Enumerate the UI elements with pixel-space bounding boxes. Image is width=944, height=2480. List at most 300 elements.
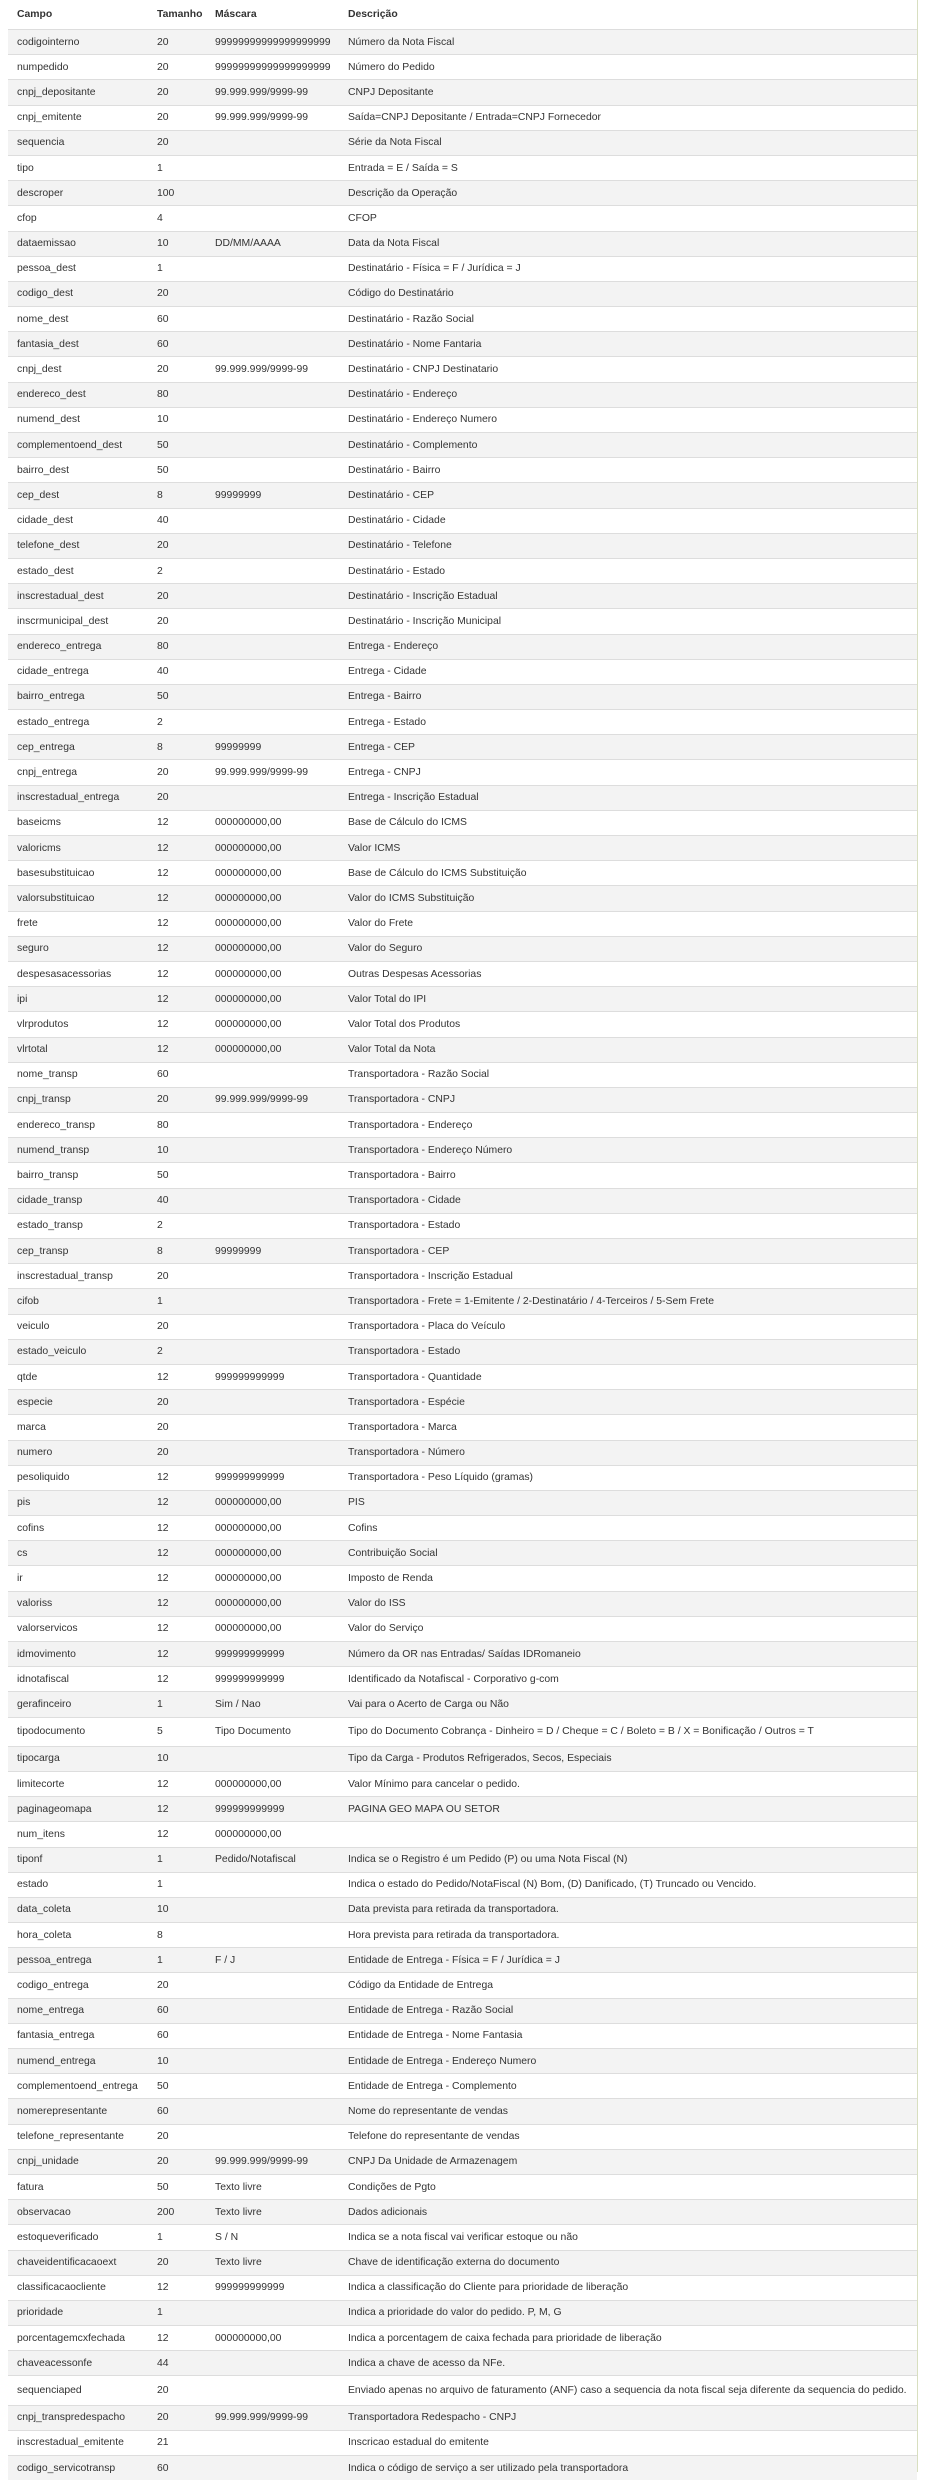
cell-mascara: 000000000,00 <box>206 836 339 861</box>
cell-mascara <box>206 533 339 558</box>
cell-campo: nome_dest <box>8 307 148 332</box>
cell-descricao: Vai para o Acerto de Carga ou Não <box>339 1692 917 1717</box>
cell-campo: cidade_dest <box>8 508 148 533</box>
cell-mascara <box>206 609 339 634</box>
cell-campo: cs <box>8 1541 148 1566</box>
cell-descricao: Entidade de Entrega - Nome Fantasia <box>339 2023 917 2048</box>
cell-campo: idmovimento <box>8 1642 148 1667</box>
table-row <box>8 508 917 533</box>
cell-campo: cofins <box>8 1516 148 1541</box>
cell-mascara: 999999999999 <box>206 1667 339 1692</box>
cell-mascara: 999999999999 <box>206 1465 339 1490</box>
table-row <box>8 231 917 256</box>
cell-tamanho: 12 <box>148 2326 206 2351</box>
table-row <box>8 155 917 180</box>
cell-tamanho: 1 <box>148 256 206 281</box>
cell-descricao: Contribuição Social <box>339 1541 917 1566</box>
cell-campo: vlrprodutos <box>8 1012 148 1037</box>
cell-tamanho: 1 <box>148 2300 206 2325</box>
cell-tamanho: 12 <box>148 1490 206 1515</box>
cell-campo: inscrmunicipal_dest <box>8 609 148 634</box>
cell-campo: porcentagemcxfechada <box>8 2326 148 2351</box>
table-body <box>8 30 917 2480</box>
table-row <box>8 332 917 357</box>
cell-descricao: Data prevista para retirada da transportadora. <box>339 1897 917 1922</box>
cell-tamanho: 50 <box>148 684 206 709</box>
cell-descricao: Data da Nota Fiscal <box>339 231 917 256</box>
cell-mascara: Pedido/Notafiscal <box>206 1847 339 1872</box>
table-row <box>8 760 917 785</box>
cell-mascara: 000000000,00 <box>206 1566 339 1591</box>
cell-tamanho: 20 <box>148 609 206 634</box>
cell-mascara <box>206 1314 339 1339</box>
cell-descricao: Destinatário - CNPJ Destinatario <box>339 357 917 382</box>
cell-descricao: Entrega - Estado <box>339 710 917 735</box>
cell-mascara: 99.999.999/9999-99 <box>206 1087 339 1112</box>
cell-tamanho: 20 <box>148 1314 206 1339</box>
cell-mascara: 99999999 <box>206 1239 339 1264</box>
cell-campo: idnotafiscal <box>8 1667 148 1692</box>
cell-mascara: Texto livre <box>206 2200 339 2225</box>
cell-descricao: Número da OR nas Entradas/ Saídas IDRomaneio <box>339 1642 917 1667</box>
cell-descricao: Transportadora - Bairro <box>339 1163 917 1188</box>
cell-campo: pessoa_entrega <box>8 1948 148 1973</box>
cell-descricao: Valor Total do IPI <box>339 987 917 1012</box>
cell-tamanho: 20 <box>148 1390 206 1415</box>
table-row <box>8 2351 917 2376</box>
cell-tamanho: 2 <box>148 710 206 735</box>
cell-descricao: Nome do representante de vendas <box>339 2099 917 2124</box>
cell-campo: tipodocumento <box>8 1717 148 1746</box>
table-row <box>8 433 917 458</box>
cell-tamanho: 21 <box>148 2430 206 2455</box>
cell-descricao: Transportadora - CNPJ <box>339 1087 917 1112</box>
table-row <box>8 609 917 634</box>
cell-mascara: 000000000,00 <box>206 886 339 911</box>
table-row <box>8 382 917 407</box>
cell-campo: estado <box>8 1872 148 1897</box>
cell-descricao: Transportadora - Razão Social <box>339 1062 917 1087</box>
cell-campo: dataemissao <box>8 231 148 256</box>
cell-descricao: Cofins <box>339 1516 917 1541</box>
cell-campo: pis <box>8 1490 148 1515</box>
cell-mascara: 000000000,00 <box>206 936 339 961</box>
cell-mascara: 000000000,00 <box>206 1037 339 1062</box>
cell-campo: cifob <box>8 1289 148 1314</box>
cell-tamanho: 10 <box>148 1897 206 1922</box>
cell-tamanho: 60 <box>148 1998 206 2023</box>
cell-descricao: Destinatário - Razão Social <box>339 307 917 332</box>
cell-tamanho: 12 <box>148 861 206 886</box>
cell-mascara <box>206 332 339 357</box>
cell-campo: limitecorte <box>8 1771 148 1796</box>
cell-campo: telefone_representante <box>8 2124 148 2149</box>
table-row <box>8 105 917 130</box>
table-row <box>8 684 917 709</box>
cell-descricao: Tipo do Documento Cobrança - Dinheiro = D / Cheque = C / Boleto = B / X = Bonificação / Outros = T <box>339 1717 917 1746</box>
cell-tamanho: 12 <box>148 936 206 961</box>
cell-mascara: S / N <box>206 2225 339 2250</box>
cell-tamanho: 12 <box>148 987 206 1012</box>
cell-descricao <box>339 1822 917 1847</box>
cell-descricao: Valor do Serviço <box>339 1616 917 1641</box>
cell-campo: gerafinceiro <box>8 1692 148 1717</box>
cell-descricao: Base de Cálculo do ICMS Substituição <box>339 861 917 886</box>
cell-campo: cnpj_dest <box>8 357 148 382</box>
cell-mascara: F / J <box>206 1948 339 1973</box>
cell-mascara <box>206 684 339 709</box>
cell-campo: cfop <box>8 206 148 231</box>
cell-tamanho: 12 <box>148 1822 206 1847</box>
table-row <box>8 55 917 80</box>
cell-campo: valorsubstituicao <box>8 886 148 911</box>
cell-tamanho: 20 <box>148 1973 206 1998</box>
cell-mascara <box>206 785 339 810</box>
cell-campo: cnpj_emitente <box>8 105 148 130</box>
cell-mascara <box>206 1163 339 1188</box>
cell-descricao: Indica a chave de acesso da NFe. <box>339 2351 917 2376</box>
table-row <box>8 2250 917 2275</box>
cell-tamanho: 44 <box>148 2351 206 2376</box>
cell-tamanho: 12 <box>148 886 206 911</box>
cell-tamanho: 20 <box>148 785 206 810</box>
cell-tamanho: 60 <box>148 332 206 357</box>
cell-mascara <box>206 508 339 533</box>
cell-descricao: Valor do ISS <box>339 1591 917 1616</box>
cell-campo: tipocarga <box>8 1746 148 1771</box>
cell-mascara: Texto livre <box>206 2250 339 2275</box>
cell-descricao: Valor Mínimo para cancelar o pedido. <box>339 1771 917 1796</box>
cell-campo: cep_transp <box>8 1239 148 1264</box>
cell-descricao: Entrega - Cidade <box>339 659 917 684</box>
cell-descricao: Indica a classificação do Cliente para prioridade de liberação <box>339 2275 917 2300</box>
cell-tamanho: 12 <box>148 1797 206 1822</box>
cell-descricao: Inscricao estadual do emitente <box>339 2430 917 2455</box>
cell-tamanho: 20 <box>148 584 206 609</box>
cell-descricao: Indica o código de serviço a ser utilizado pela transportadora <box>339 2456 917 2480</box>
table-row <box>8 2300 917 2325</box>
cell-descricao: Descrição da Operação <box>339 181 917 206</box>
cell-descricao: Valor Total da Nota <box>339 1037 917 1062</box>
cell-campo: estado_transp <box>8 1213 148 1238</box>
cell-mascara <box>206 2124 339 2149</box>
cell-tamanho: 50 <box>148 2074 206 2099</box>
cell-tamanho: 12 <box>148 836 206 861</box>
table-row <box>8 1642 917 1667</box>
cell-descricao: Transportadora - Placa do Veículo <box>339 1314 917 1339</box>
cell-tamanho: 20 <box>148 281 206 306</box>
cell-tamanho: 1 <box>148 155 206 180</box>
cell-descricao: Valor Total dos Produtos <box>339 1012 917 1037</box>
table-row <box>8 181 917 206</box>
cell-tamanho: 12 <box>148 1037 206 1062</box>
table-row <box>8 281 917 306</box>
cell-mascara: 99999999 <box>206 735 339 760</box>
cell-tamanho: 12 <box>148 1591 206 1616</box>
cell-mascara: 99.999.999/9999-99 <box>206 760 339 785</box>
cell-descricao: Transportadora - Marca <box>339 1415 917 1440</box>
cell-campo: data_coleta <box>8 1897 148 1922</box>
cell-tamanho: 20 <box>148 2405 206 2430</box>
cell-campo: bairro_entrega <box>8 684 148 709</box>
cell-campo: cnpj_entrega <box>8 760 148 785</box>
cell-descricao: Valor do Seguro <box>339 936 917 961</box>
cell-descricao: Indica se a nota fiscal vai verificar estoque ou não <box>339 2225 917 2250</box>
cell-descricao: Entrega - Inscrição Estadual <box>339 785 917 810</box>
cell-campo: codigo_dest <box>8 281 148 306</box>
cell-descricao: Transportadora - Inscrição Estadual <box>339 1264 917 1289</box>
cell-campo: prioridade <box>8 2300 148 2325</box>
cell-campo: qtde <box>8 1364 148 1389</box>
cell-campo: cep_dest <box>8 483 148 508</box>
cell-tamanho: 12 <box>148 810 206 835</box>
cell-campo: nomerepresentante <box>8 2099 148 2124</box>
cell-tamanho: 20 <box>148 2149 206 2174</box>
table-row <box>8 458 917 483</box>
cell-descricao: Transportadora - Cidade <box>339 1188 917 1213</box>
cell-campo: inscrestadual_dest <box>8 584 148 609</box>
cell-descricao: Imposto de Renda <box>339 1566 917 1591</box>
cell-tamanho: 20 <box>148 357 206 382</box>
table-row <box>8 2023 917 2048</box>
cell-mascara <box>206 2099 339 2124</box>
cell-mascara: 000000000,00 <box>206 810 339 835</box>
cell-tamanho: 12 <box>148 1642 206 1667</box>
cell-campo: cnpj_transp <box>8 1087 148 1112</box>
cell-tamanho: 12 <box>148 1465 206 1490</box>
cell-descricao: Transportadora - CEP <box>339 1239 917 1264</box>
cell-mascara: 000000000,00 <box>206 1616 339 1641</box>
cell-mascara <box>206 2049 339 2074</box>
cell-mascara: 99.999.999/9999-99 <box>206 2149 339 2174</box>
cell-descricao: Entrega - Endereço <box>339 634 917 659</box>
table-row <box>8 2430 917 2455</box>
cell-mascara: 99999999999999999999 <box>206 55 339 80</box>
table-row <box>8 1213 917 1238</box>
cell-descricao: Transportadora - Endereço <box>339 1113 917 1138</box>
cell-campo: estado_dest <box>8 558 148 583</box>
table-row <box>8 1746 917 1771</box>
cell-tamanho: 20 <box>148 2376 206 2405</box>
table-row <box>8 1973 917 1998</box>
cell-tamanho: 80 <box>148 634 206 659</box>
cell-mascara <box>206 634 339 659</box>
cell-campo: pesoliquido <box>8 1465 148 1490</box>
cell-tamanho: 60 <box>148 307 206 332</box>
cell-descricao: Série da Nota Fiscal <box>339 130 917 155</box>
cell-mascara: 000000000,00 <box>206 1591 339 1616</box>
cell-campo: seguro <box>8 936 148 961</box>
cell-campo: ir <box>8 1566 148 1591</box>
cell-tamanho: 20 <box>148 1087 206 1112</box>
cell-mascara: 99999999999999999999 <box>206 30 339 55</box>
cell-campo: descroper <box>8 181 148 206</box>
table-row <box>8 785 917 810</box>
table-row <box>8 2405 917 2430</box>
cell-tamanho: 2 <box>148 1339 206 1364</box>
table-row <box>8 1239 917 1264</box>
cell-campo: bairro_transp <box>8 1163 148 1188</box>
table-row <box>8 659 917 684</box>
cell-mascara: Tipo Documento <box>206 1717 339 1746</box>
cell-tamanho: 80 <box>148 382 206 407</box>
table-row <box>8 206 917 231</box>
cell-mascara: 999999999999 <box>206 2275 339 2300</box>
cell-campo: codigo_servicotransp <box>8 2456 148 2480</box>
cell-mascara: 99.999.999/9999-99 <box>206 2405 339 2430</box>
cell-tamanho: 20 <box>148 2124 206 2149</box>
cell-descricao: Dados adicionais <box>339 2200 917 2225</box>
cell-tamanho: 10 <box>148 1746 206 1771</box>
table-row <box>8 1364 917 1389</box>
cell-tamanho: 20 <box>148 30 206 55</box>
cell-campo: numend_entrega <box>8 2049 148 2074</box>
cell-descricao: Telefone do representante de vendas <box>339 2124 917 2149</box>
table-row <box>8 1012 917 1037</box>
cell-descricao: Destinatário - Inscrição Municipal <box>339 609 917 634</box>
cell-campo: chaveacessonfe <box>8 2351 148 2376</box>
cell-descricao: Número do Pedido <box>339 55 917 80</box>
cell-tamanho: 50 <box>148 2174 206 2199</box>
cell-mascara: 99.999.999/9999-99 <box>206 105 339 130</box>
cell-tamanho: 8 <box>148 735 206 760</box>
table-row <box>8 1948 917 1973</box>
cell-tamanho: 12 <box>148 1667 206 1692</box>
right-border-line <box>917 0 918 2472</box>
table-row <box>8 961 917 986</box>
cell-descricao: Indica a prioridade do valor do pedido. P, M, G <box>339 2300 917 2325</box>
cell-tamanho: 60 <box>148 2023 206 2048</box>
cell-mascara <box>206 458 339 483</box>
cell-mascara: 000000000,00 <box>206 1541 339 1566</box>
table-row <box>8 2225 917 2250</box>
cell-descricao: Indica o estado do Pedido/NotaFiscal (N) Bom, (D) Danificado, (T) Truncado ou Vencido. <box>339 1872 917 1897</box>
cell-tamanho: 10 <box>148 1138 206 1163</box>
cell-descricao: Identificado da Notafiscal - Corporativo g-com <box>339 1667 917 1692</box>
cell-tamanho: 20 <box>148 55 206 80</box>
cell-mascara <box>206 1213 339 1238</box>
table-row <box>8 407 917 432</box>
cell-tamanho: 12 <box>148 1541 206 1566</box>
cell-mascara <box>206 281 339 306</box>
cell-campo: fatura <box>8 2174 148 2199</box>
table-row <box>8 2456 917 2480</box>
cell-descricao: Entrega - CNPJ <box>339 760 917 785</box>
table-row <box>8 1797 917 1822</box>
cell-mascara: Texto livre <box>206 2174 339 2199</box>
cell-tamanho: 12 <box>148 1616 206 1641</box>
table-row <box>8 634 917 659</box>
table-row <box>8 1616 917 1641</box>
cell-mascara: 99999999 <box>206 483 339 508</box>
cell-mascara: 000000000,00 <box>206 1490 339 1515</box>
cell-descricao: Base de Cálculo do ICMS <box>339 810 917 835</box>
table-row <box>8 1390 917 1415</box>
cell-mascara <box>206 1973 339 1998</box>
cell-mascara <box>206 181 339 206</box>
table-row <box>8 1897 917 1922</box>
cell-tamanho: 10 <box>148 407 206 432</box>
cell-mascara: 000000000,00 <box>206 961 339 986</box>
table-row <box>8 1872 917 1897</box>
table-row <box>8 1138 917 1163</box>
table-row <box>8 1314 917 1339</box>
cell-descricao: PIS <box>339 1490 917 1515</box>
cell-mascara <box>206 1113 339 1138</box>
cell-campo: cep_entrega <box>8 735 148 760</box>
cell-descricao: Destinatário - Estado <box>339 558 917 583</box>
cell-campo: numero <box>8 1440 148 1465</box>
cell-descricao: Destinatário - Nome Fantaria <box>339 332 917 357</box>
cell-mascara <box>206 1998 339 2023</box>
cell-tamanho: 20 <box>148 80 206 105</box>
cell-campo: bairro_dest <box>8 458 148 483</box>
cell-tamanho: 40 <box>148 1188 206 1213</box>
header-mascara: Máscara <box>206 0 339 30</box>
table-row <box>8 710 917 735</box>
cell-mascara: 000000000,00 <box>206 987 339 1012</box>
cell-mascara: 99.999.999/9999-99 <box>206 80 339 105</box>
cell-descricao: Número da Nota Fiscal <box>339 30 917 55</box>
table-row <box>8 1822 917 1847</box>
cell-descricao: Código do Destinatário <box>339 281 917 306</box>
cell-descricao: PAGINA GEO MAPA OU SETOR <box>339 1797 917 1822</box>
table-row <box>8 886 917 911</box>
cell-tamanho: 12 <box>148 1364 206 1389</box>
cell-campo: telefone_dest <box>8 533 148 558</box>
table-row <box>8 1490 917 1515</box>
cell-mascara <box>206 1138 339 1163</box>
cell-mascara: 000000000,00 <box>206 861 339 886</box>
cell-campo: cidade_transp <box>8 1188 148 1213</box>
cell-descricao: Indica a porcentagem de caixa fechada para prioridade de liberação <box>339 2326 917 2351</box>
cell-descricao: Destinatário - CEP <box>339 483 917 508</box>
cell-mascara: 999999999999 <box>206 1797 339 1822</box>
cell-descricao: Transportadora - Peso Líquido (gramas) <box>339 1465 917 1490</box>
table-row <box>8 1087 917 1112</box>
cell-tamanho: 60 <box>148 1062 206 1087</box>
table-row <box>8 1062 917 1087</box>
table-row <box>8 558 917 583</box>
cell-tamanho: 1 <box>148 1872 206 1897</box>
cell-campo: num_itens <box>8 1822 148 1847</box>
table-row <box>8 2275 917 2300</box>
table-row <box>8 2124 917 2149</box>
cell-descricao: Valor ICMS <box>339 836 917 861</box>
cell-mascara <box>206 1872 339 1897</box>
cell-tamanho: 1 <box>148 1692 206 1717</box>
cell-campo: sequenciaped <box>8 2376 148 2405</box>
cell-tamanho: 20 <box>148 1264 206 1289</box>
table-row <box>8 1465 917 1490</box>
cell-tamanho: 2 <box>148 558 206 583</box>
cell-mascara <box>206 1923 339 1948</box>
cell-descricao: Destinatário - Física = F / Jurídica = J <box>339 256 917 281</box>
cell-tamanho: 4 <box>148 206 206 231</box>
cell-mascara <box>206 407 339 432</box>
cell-tamanho: 100 <box>148 181 206 206</box>
cell-tamanho: 40 <box>148 659 206 684</box>
cell-mascara <box>206 206 339 231</box>
cell-mascara <box>206 433 339 458</box>
cell-descricao: Entidade de Entrega - Endereço Numero <box>339 2049 917 2074</box>
cell-mascara <box>206 2430 339 2455</box>
table-row <box>8 1541 917 1566</box>
cell-campo: sequencia <box>8 130 148 155</box>
cell-descricao: Entrega - CEP <box>339 735 917 760</box>
field-table-container <box>8 0 917 2472</box>
table-row <box>8 936 917 961</box>
